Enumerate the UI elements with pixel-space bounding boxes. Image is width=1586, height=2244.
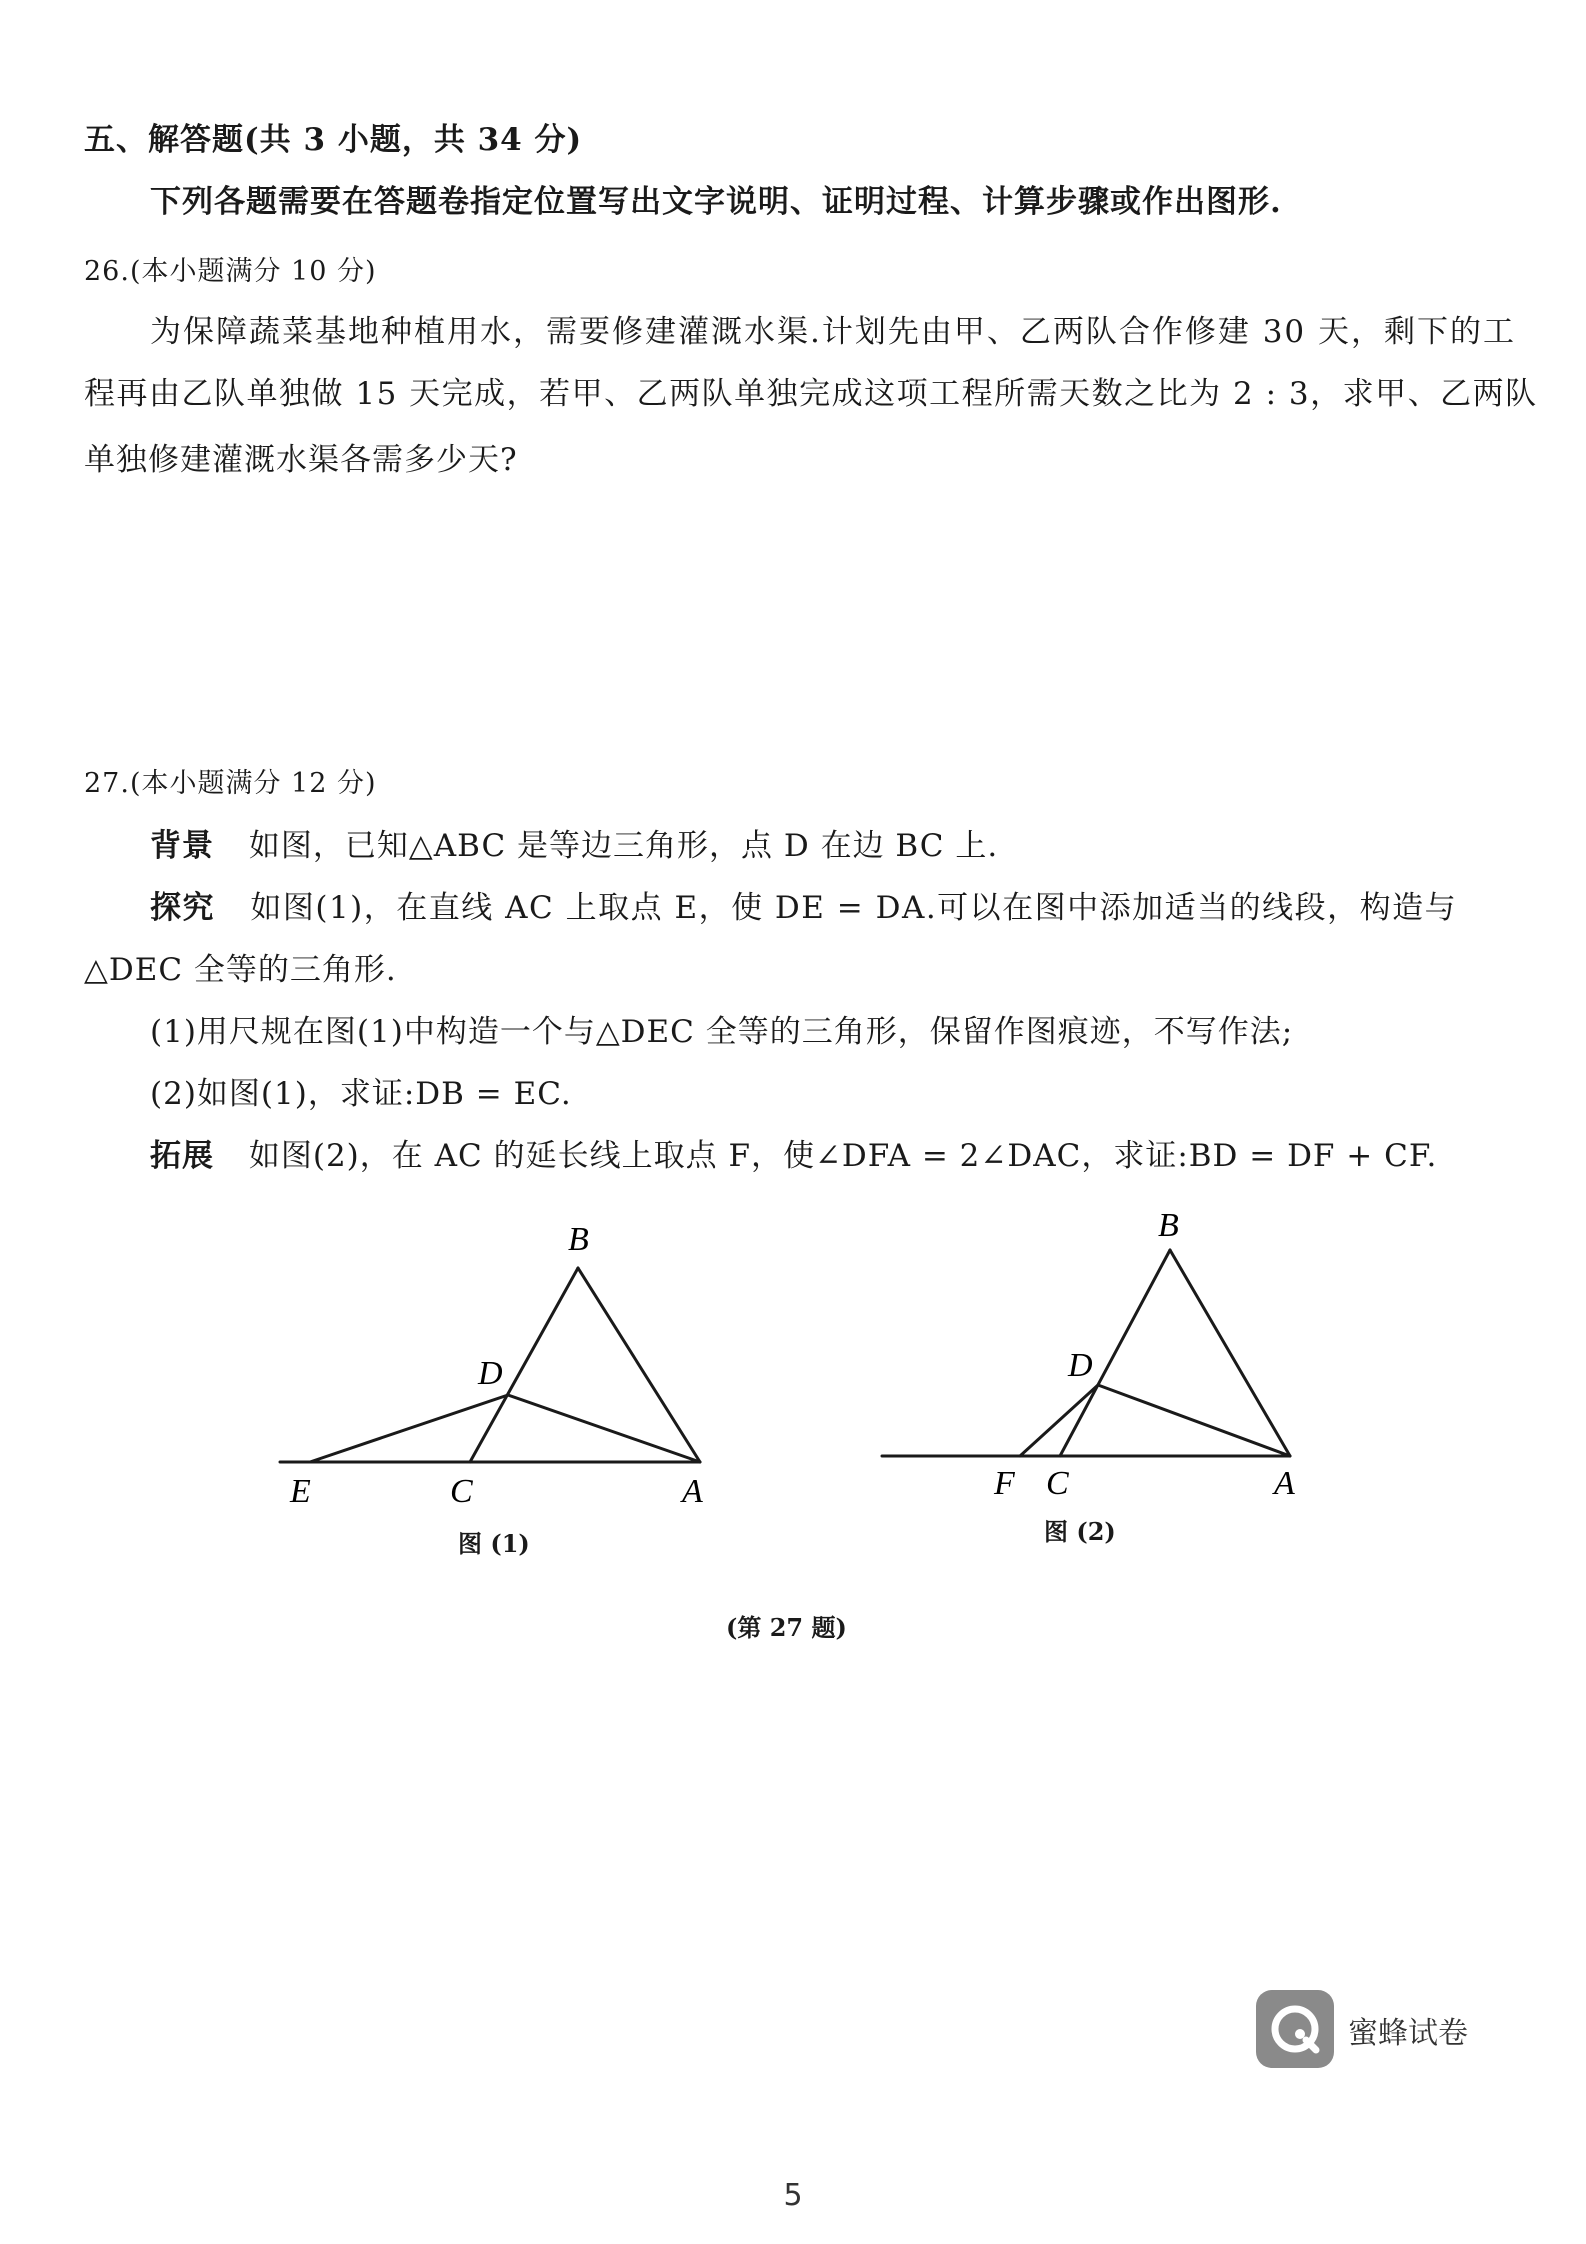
fig2-label-B: B bbox=[1158, 1207, 1179, 1244]
q27-background-text: 如图，已知△ABC 是等边三角形，点 D 在边 BC 上. bbox=[248, 828, 999, 864]
fig2-line-DA bbox=[1098, 1385, 1290, 1456]
q27-extend bbox=[150, 1136, 1437, 1176]
q26-line-3: 单独修建灌溉水渠各需多少天? bbox=[84, 442, 518, 478]
fig2-label-F: F bbox=[994, 1465, 1015, 1502]
q27-header: 27.(本小题满分 12 分) bbox=[84, 768, 377, 799]
q27-part1: (1)用尺规在图(1)中构造一个与△DEC 全等的三角形，保留作图痕迹，不写作法; bbox=[150, 1014, 1294, 1050]
fig1-label-B: B bbox=[568, 1221, 589, 1258]
section-heading: 五、解答题(共 3 小题，共 34 分) bbox=[84, 122, 583, 158]
fig1-label-C: C bbox=[450, 1473, 473, 1510]
fig2-line-DF bbox=[1020, 1385, 1098, 1456]
section-instruction: 下列各题需要在答题卷指定位置写出文字说明、证明过程、计算步骤或作出图形. bbox=[150, 184, 1282, 220]
fig1-line-DE bbox=[310, 1395, 508, 1462]
page-number: 5 bbox=[783, 2178, 803, 2213]
question-figure-caption: (第 27 题) bbox=[726, 1613, 847, 1642]
fig1-line-DA bbox=[508, 1395, 700, 1462]
q27-background bbox=[150, 826, 998, 866]
figure-2-caption: 图 (2) bbox=[1044, 1517, 1116, 1546]
fig1-label-E: E bbox=[290, 1473, 311, 1510]
figure-1 bbox=[260, 1200, 740, 1520]
figure-1-caption: 图 (1) bbox=[458, 1529, 530, 1558]
figure-2 bbox=[870, 1200, 1330, 1520]
q26-line-2: 程再由乙队单独做 15 天完成，若甲、乙两队单独完成这项工程所需天数之比为 2 : 3，求甲、乙两队 bbox=[84, 376, 1538, 412]
fig2-label-A: A bbox=[1274, 1465, 1295, 1502]
q27-explore bbox=[150, 888, 1457, 928]
q26-header: 26.(本小题满分 10 分) bbox=[84, 256, 377, 287]
fig2-label-C: C bbox=[1046, 1465, 1069, 1502]
q27-extend-label: 拓展 bbox=[150, 1138, 214, 1174]
brand-watermark bbox=[1256, 1984, 1586, 2084]
q27-part2: (2)如图(1)，求证:DB = EC. bbox=[150, 1076, 572, 1112]
q27-explore-text-2: △DEC 全等的三角形. bbox=[84, 952, 397, 988]
brand-name: 蜜蜂试卷 bbox=[1348, 2016, 1468, 2051]
bee-logo-icon bbox=[1256, 1990, 1334, 2068]
q27-explore-text: 如图(1)，在直线 AC 上取点 E，使 DE = DA.可以在图中添加适当的线段，构造与 bbox=[250, 890, 1458, 926]
fig2-line-AB bbox=[1170, 1250, 1290, 1456]
q27-explore-label: 探究 bbox=[150, 890, 215, 926]
fig1-label-A: A bbox=[682, 1473, 703, 1510]
q27-background-label: 背景 bbox=[150, 828, 214, 864]
q27-extend-text: 如图(2)，在 AC 的延长线上取点 F，使∠DFA = 2∠DAC，求证:BD = DF + CF. bbox=[248, 1138, 1438, 1174]
fig1-line-AB bbox=[578, 1268, 700, 1462]
fig2-label-D: D bbox=[1068, 1347, 1093, 1384]
fig1-label-D: D bbox=[478, 1355, 503, 1392]
q26-line-1: 为保障蔬菜基地种植用水，需要修建灌溉水渠.计划先由甲、乙两队合作修建 30 天，剩下的工 bbox=[150, 314, 1517, 350]
